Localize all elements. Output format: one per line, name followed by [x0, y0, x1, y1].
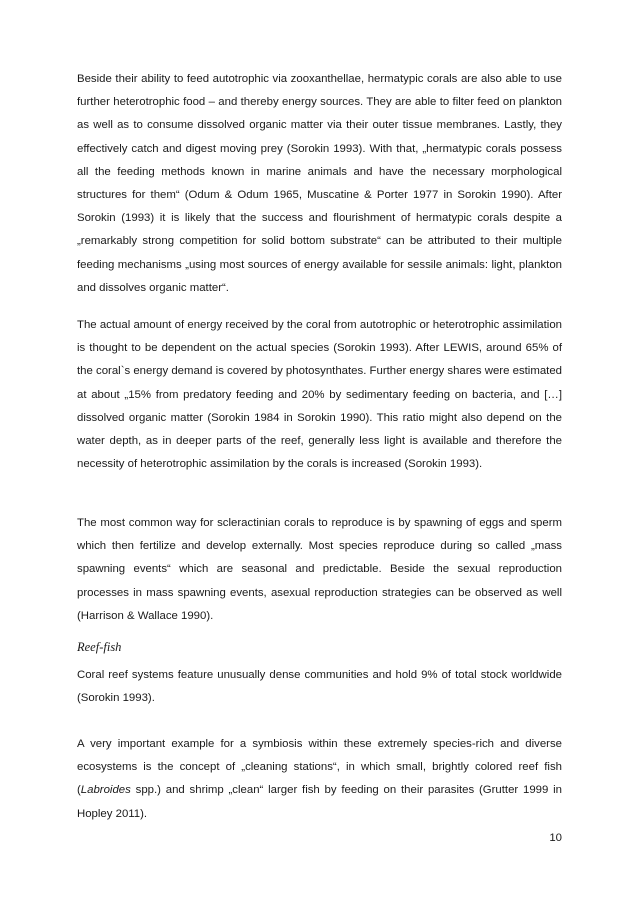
- paragraph-5-text-end: spp.) and shrimp „clean“ larger fish by feeding on their parasites (Grutter 1999 in Hopley 2011).: [77, 784, 562, 820]
- paragraph-reproduction: The most common way for scleractinian corals to reproduce is by spawning of eggs and sperm which then fertilize and develop externally. Most species reproduce during so called „mass spawning events“ which are seasonal and predictable. Beside the sexual reproduction processes in mass spawning events, asexual reproduction strategies can be observed as well (Harrison & Wallace 1990).: [77, 517, 562, 622]
- genus-name-italic: Labroides: [80, 784, 131, 797]
- paragraph-energy: The actual amount of energy received by the coral from autotrophic or heterotrophic assimilation is thought to be dependent on the actual species (Sorokin 1993). After LEWIS, around 65% of the coral`s energy demand is covered by photosynthates. Further energy shares were estimated at about „15% from predatory feeding and 20% by sedimentary feeding on bacteria, and […] dissolved organic matter (Sorokin 1984 in Sorokin 1990). This ratio might also depend on the water depth, as in deeper parts of the reef, generally less light is available and therefore the necessity of heterotrophic assimilation by the corals is increased (Sorokin 1993).: [77, 319, 562, 471]
- section-heading-reef-fish: Reef-fish: [77, 640, 122, 654]
- paragraph-reef-communities: Coral reef systems feature unusually dense communities and hold 9% of total stock worldwide (Sorokin 1993).: [77, 669, 562, 705]
- paragraph-5-text-start: A very important example for a symbiosis within these extremely species-rich and diverse ecosystems is the concept of „cleaning stations“, in which small, brightly colored reef fish (: [77, 738, 562, 797]
- paragraph-cleaning-stations: [77, 733, 562, 826]
- page-number: 10: [549, 832, 562, 844]
- paragraph-feeding: Beside their ability to feed autotrophic via zooxanthellae, hermatypic corals are also able to use further heterotrophic food – and thereby energy sources. They are able to filter feed on plankton as well as to consume dissolved organic matter via their outer tissue membranes. Lastly, they effectively catch and digest moving prey (Sorokin 1993). With that, „hermatypic corals possess all the feeding methods known in marine animals and have the necessary morphological structures for them“ (Odum & Odum 1965, Muscatine & Porter 1977 in Sorokin 1990). After Sorokin (1993) it is likely that the success and flourishment of hermatypic corals despite a „remarkably strong competition for solid bottom substrate“ can be attributed to their multiple feeding mechanisms „using most sources of energy available for sessile animals: light, plankton and dissolves organic matter“.: [77, 73, 562, 294]
